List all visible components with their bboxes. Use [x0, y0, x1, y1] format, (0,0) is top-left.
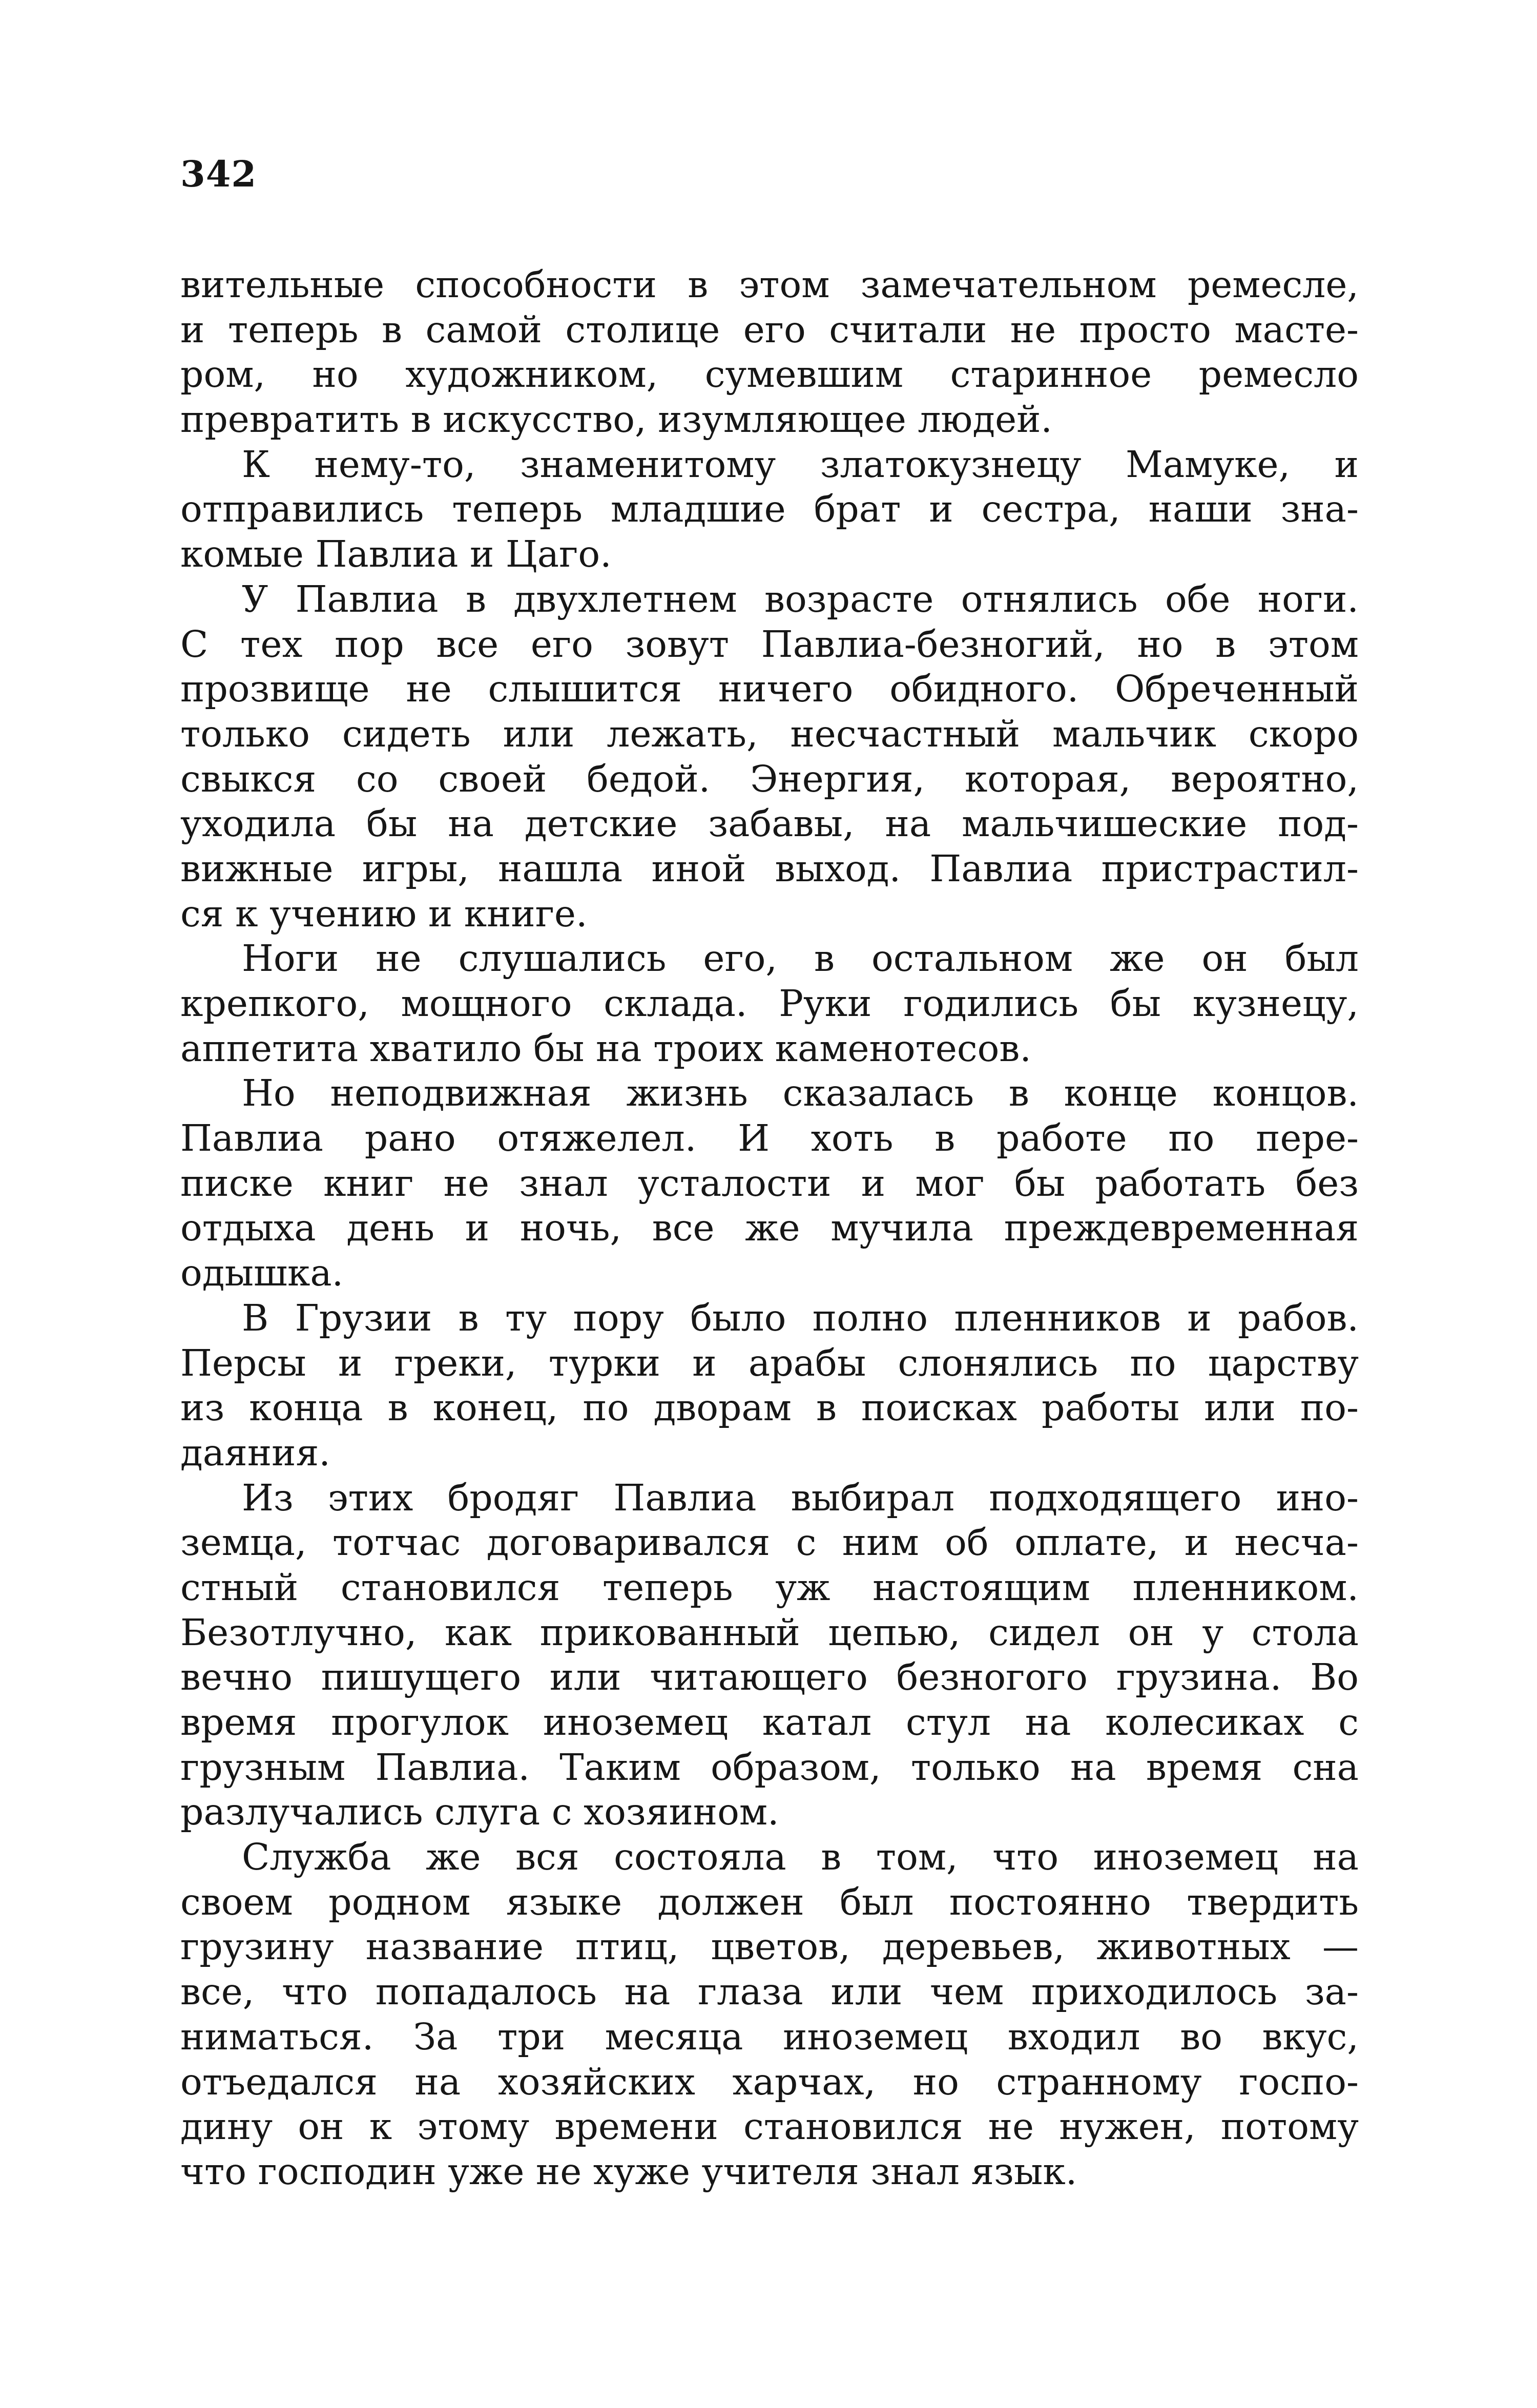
- text-line: отъедался на хозяйских харчах, но странному госпо-: [180, 2060, 1359, 2103]
- paragraph: [180, 1476, 1359, 1835]
- text-line: время прогулок иноземец катал стул на колесиках с: [180, 1701, 1359, 1743]
- text-line: грузным Павлиа. Таким образом, только на время сна: [180, 1746, 1359, 1789]
- text-line: дину он к этому времени становился не нужен, потому: [180, 2105, 1359, 2148]
- text-line: крепкого, мощного склада. Руки годились бы кузнецу,: [180, 982, 1359, 1025]
- text-line: К нему-то, знаменитому златокузнецу Мамуке, и: [242, 443, 1359, 486]
- text-line: отправились теперь младшие брат и сестра, наши зна-: [180, 488, 1359, 531]
- paragraph: [180, 442, 1359, 577]
- paragraph: [180, 262, 1359, 442]
- text-line: Ноги не слушались его, в остальном же он был: [242, 937, 1359, 980]
- text-line: Павлиа рано отяжелел. И хоть в работе по пере-: [180, 1117, 1359, 1160]
- paragraph: [180, 1296, 1359, 1476]
- text-line: превратить в искусство, изумляющее людей.: [180, 398, 1052, 441]
- text-line: грузину название птиц, цветов, деревьев, животных —: [180, 1925, 1359, 1968]
- text-line: В Грузии в ту пору было полно пленников и рабов.: [242, 1296, 1359, 1339]
- text-line: ром, но художником, сумевшим старинное ремесло: [180, 353, 1359, 396]
- text-line: вечно пишущего или читающего безногого грузина. Во: [180, 1656, 1359, 1699]
- text-line: писке книг не знал усталости и мог бы работать без: [180, 1161, 1359, 1205]
- text-line: комые Павлиа и Цаго.: [180, 533, 612, 576]
- body-text: [180, 262, 1359, 2194]
- page-number: 342: [180, 153, 257, 195]
- text-line: своем родном языке должен был постоянно твердить: [180, 1880, 1359, 1923]
- text-line: отдыха день и ночь, все же мучила преждевременная: [180, 1207, 1359, 1250]
- text-line: из конца в конец, по дворам в поисках работы или по-: [180, 1386, 1359, 1429]
- text-line: вительные способности в этом замечательном ремесле,: [180, 263, 1359, 306]
- text-line: Безотлучно, как прикованный цепью, сидел он у стола: [180, 1611, 1359, 1654]
- text-line: вижные игры, нашла иной выход. Павлиа пристрастил-: [180, 847, 1359, 890]
- text-line: что господин уже не хуже учителя знал язык.: [180, 2150, 1077, 2193]
- text-line: Но неподвижная жизнь сказалась в конце концов.: [242, 1072, 1359, 1115]
- text-line: уходила бы на детские забавы, на мальчишеские под-: [180, 802, 1359, 845]
- text-line: ся к учению и книге.: [180, 892, 588, 935]
- text-line: одышка.: [180, 1252, 344, 1295]
- text-line: Из этих бродяг Павлиа выбирал подходящего ино-: [242, 1476, 1359, 1519]
- text-line: даяния.: [180, 1431, 330, 1474]
- paragraph: [180, 1835, 1359, 2194]
- text-line: и теперь в самой столице его считали не просто масте-: [180, 308, 1359, 351]
- text-line: свыкся со своей бедой. Энергия, которая, вероятно,: [180, 757, 1359, 800]
- text-line: Персы и греки, турки и арабы слонялись по царству: [180, 1341, 1359, 1384]
- text-line: аппетита хватило бы на троих каменотесов.: [180, 1027, 1031, 1070]
- paragraph: [180, 577, 1359, 937]
- text-line: только сидеть или лежать, несчастный мальчик скоро: [180, 712, 1359, 755]
- text-line: У Павлиа в двухлетнем возрасте отнялись обе ноги.: [242, 577, 1359, 620]
- text-line: все, что попадалось на глаза или чем приходилось за-: [180, 1970, 1359, 2013]
- paragraph: [180, 936, 1359, 1071]
- text-line: Служба же вся состояла в том, что иноземец на: [242, 1836, 1359, 1879]
- text-line: земца, тотчас договаривался с ним об оплате, и несча-: [180, 1521, 1359, 1564]
- text-line: ниматься. За три месяца иноземец входил во вкус,: [180, 2015, 1359, 2058]
- text-line: разлучались слуга с хозяином.: [180, 1791, 779, 1834]
- text-line: прозвище не слышится ничего обидного. Обреченный: [180, 668, 1359, 711]
- text-line: стный становился теперь уж настоящим пленником.: [180, 1566, 1359, 1609]
- text-line: С тех пор все его зовут Павлиа-безногий, но в этом: [180, 622, 1359, 666]
- paragraph: [180, 1071, 1359, 1295]
